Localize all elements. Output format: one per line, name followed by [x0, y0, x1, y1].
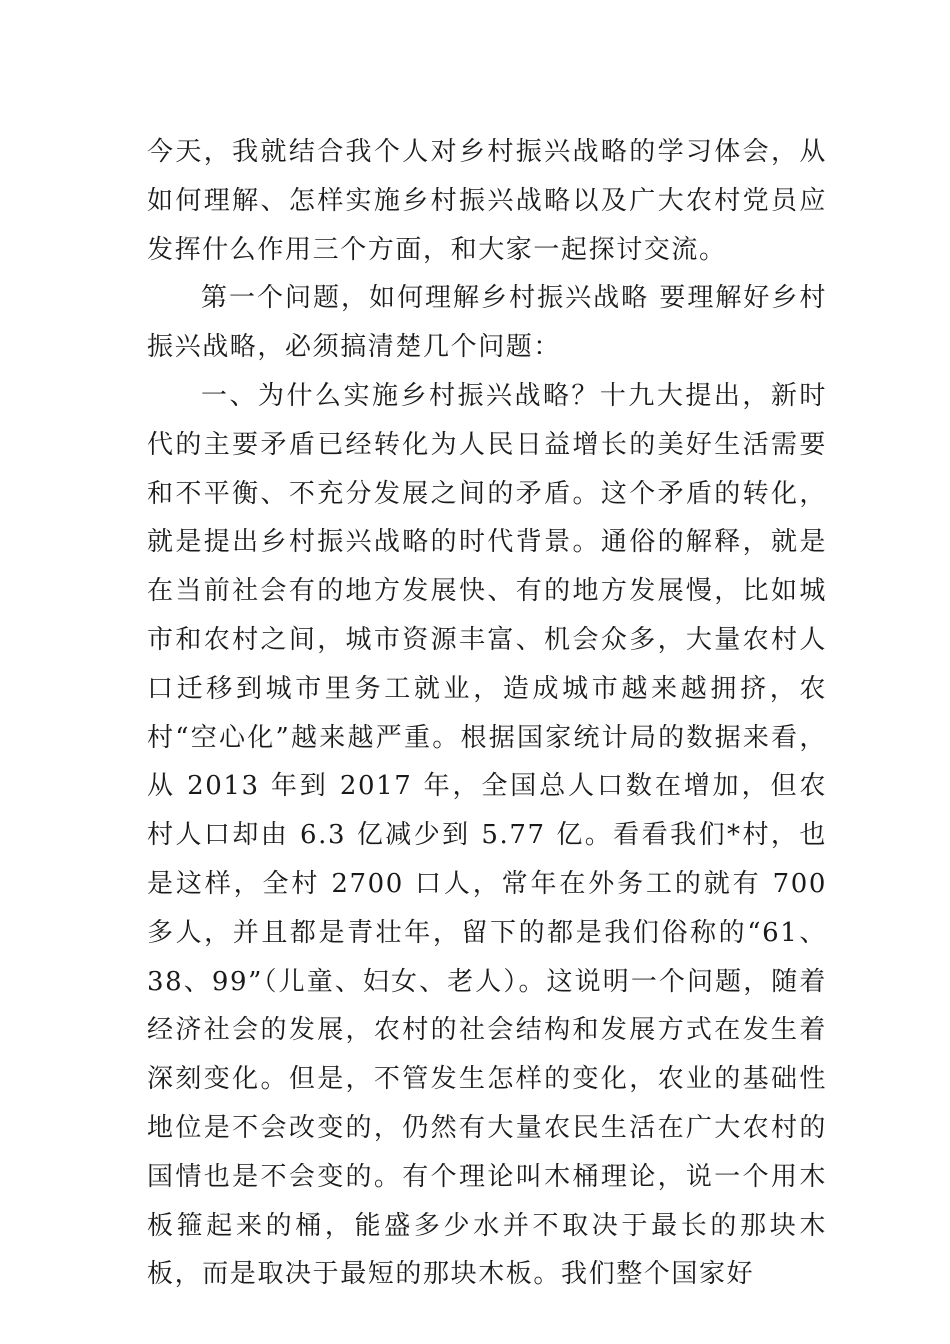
paragraph-intro: 今天，我就结合我个人对乡村振兴战略的学习体会，从如何理解、怎样实施乡村振兴战略以及广大农村党员应发挥什么作用三个方面，和大家一起探讨交流。: [147, 137, 827, 265]
paragraph-why-rural-revitalization: 一、为什么实施乡村振兴战略？十九大提出，新时代的主要矛盾已经转化为人民日益增长的美好生活需要和不平衡、不充分发展之间的矛盾。这个矛盾的转化，就是提出乡村振兴战略的时代背景。通俗的解释，就是在当前社会有的地方发展快、有的地方发展慢，比如城市和农村之间，城市资源丰富、机会众多，大量农村人口迁移到城市里务工就业，造成城市越来越拥挤，农村“空心化”越来越严重。根据国家统计局的数据来看，从 2013 年到 2017 年，全国总人口数在增加，但农村人口却由 6.3 亿减少到 5.77 亿。看看我们*村，也是这样，全村 2700 口人，常年在外务工的就有 700 多人，并且都是青壮年，留下的都是我们俗称的“61、38、99”（儿童、妇女、老人）。这说明一个问题，随着经济社会的发展，农村的社会结构和发展方式在发生着深刻变化。但是，不管发生怎样的变化，农业的基础性地位是不会改变的，仍然有大量农民生活在广大农村的国情也是不会变的。有个理论叫木桶理论，说一个用木板箍起来的桶，能盛多少水并不取决于最长的那块木板，而是取决于最短的那块木板。我们整个国家好: [147, 380, 827, 1290]
paragraph-question-one-heading: 第一个问题，如何理解乡村振兴战略 要理解好乡村振兴战略，必须搞清楚几个问题：: [147, 283, 827, 363]
document-body: [147, 128, 827, 1299]
